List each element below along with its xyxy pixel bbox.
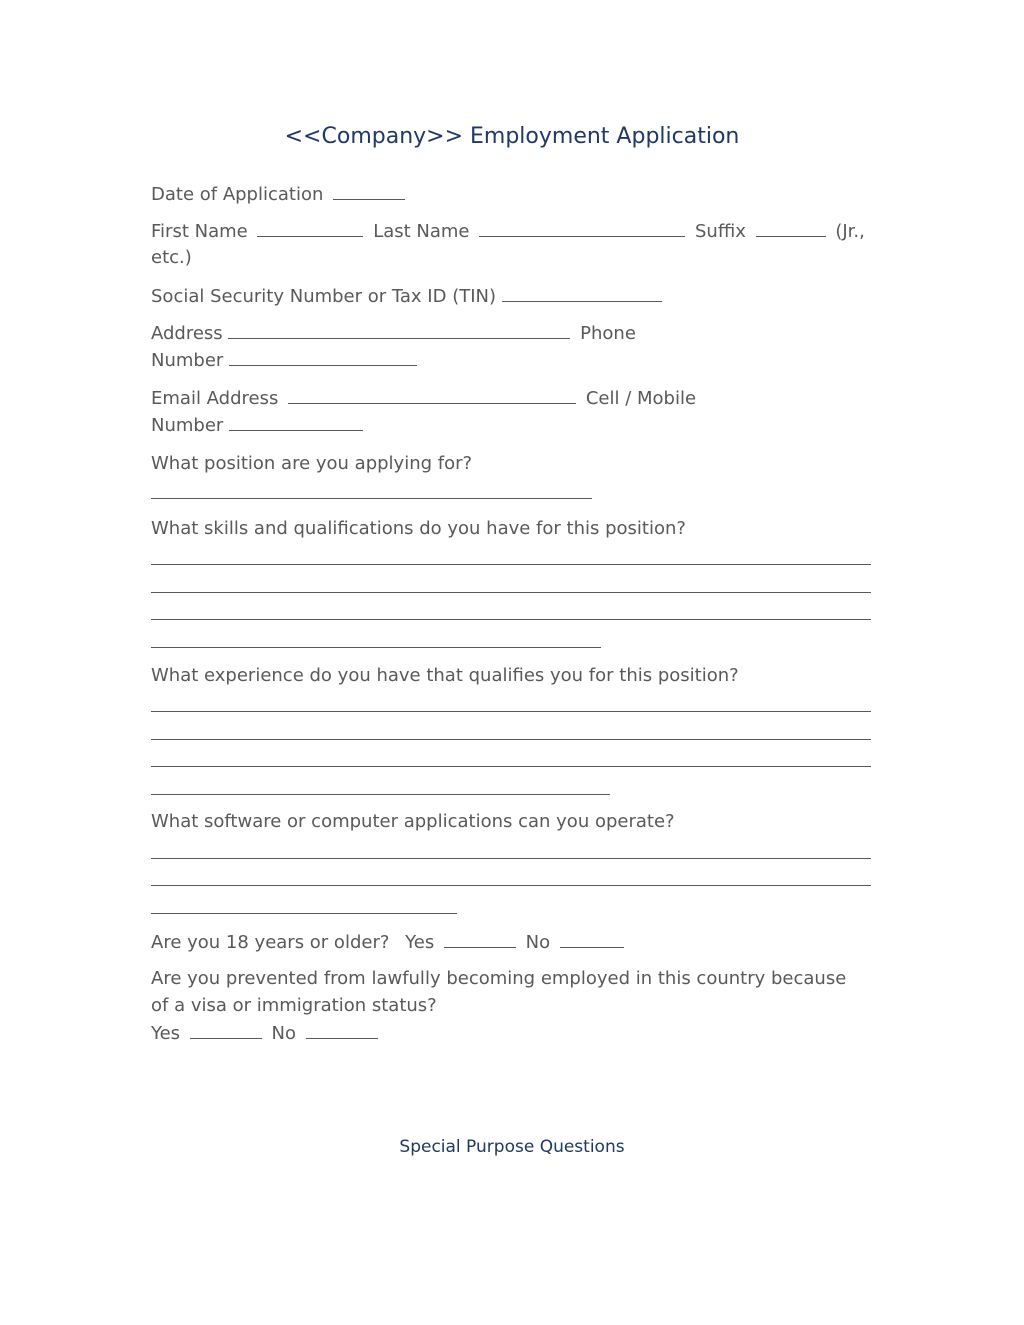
cell-label-continued: Number <box>151 415 224 436</box>
last-name-blank[interactable] <box>479 218 685 237</box>
ssn-label: Social Security Number or Tax ID (TIN) <box>151 286 497 307</box>
age-yes-label: Yes <box>405 932 435 953</box>
experience-answer-line[interactable] <box>151 739 871 740</box>
cell-row <box>151 412 363 439</box>
skills-answer-line[interactable] <box>151 564 871 565</box>
phone-label: Phone <box>580 323 636 344</box>
phone-blank[interactable] <box>229 347 417 366</box>
name-row <box>151 218 865 245</box>
first-name-blank[interactable] <box>257 218 363 237</box>
phone-row <box>151 347 417 374</box>
first-name-label: First Name <box>151 221 248 242</box>
date-of-application-blank[interactable] <box>333 181 405 200</box>
visa-no-label: No <box>271 1023 297 1044</box>
visa-no-blank[interactable] <box>306 1020 378 1039</box>
age-question: Are you 18 years or older? <box>151 932 390 953</box>
position-question: What position are you applying for? <box>151 453 473 474</box>
suffix-hint-continued: etc.) <box>151 247 192 268</box>
section-heading-special-purpose: Special Purpose Questions <box>399 1137 625 1157</box>
cell-label: Cell / Mobile <box>585 388 697 409</box>
software-answer-line[interactable] <box>151 913 457 914</box>
address-row <box>151 320 636 347</box>
skills-answer-line[interactable] <box>151 647 601 648</box>
age-no-blank[interactable] <box>560 929 624 948</box>
experience-answer-line[interactable] <box>151 766 871 767</box>
suffix-label: Suffix <box>694 221 746 242</box>
experience-answer-line[interactable] <box>151 711 871 712</box>
suffix-hint: (Jr., <box>835 221 865 242</box>
software-answer-line[interactable] <box>151 885 871 886</box>
email-row <box>151 385 696 412</box>
date-of-application-label: Date of Application <box>151 184 324 205</box>
date-of-application-row <box>151 181 405 208</box>
last-name-label: Last Name <box>373 221 470 242</box>
experience-answer-line[interactable] <box>151 794 610 795</box>
experience-question: What experience do you have that qualifies you for this position? <box>151 665 739 686</box>
visa-question-continued: of a visa or immigration status? <box>151 995 437 1016</box>
visa-yes-label: Yes <box>151 1023 181 1044</box>
suffix-blank[interactable] <box>756 218 826 237</box>
phone-label-continued: Number <box>151 350 224 371</box>
ssn-blank[interactable] <box>502 283 662 302</box>
email-blank[interactable] <box>288 385 576 404</box>
ssn-row <box>151 283 662 310</box>
software-question: What software or computer applications can you operate? <box>151 811 675 832</box>
address-label: Address <box>151 323 223 344</box>
skills-question: What skills and qualifications do you have for this position? <box>151 518 686 539</box>
visa-yes-blank[interactable] <box>190 1020 262 1039</box>
position-answer-line[interactable] <box>151 498 592 499</box>
age-no-label: No <box>525 932 551 953</box>
software-answer-line[interactable] <box>151 858 871 859</box>
visa-question: Are you prevented from lawfully becoming employed in this country because <box>151 968 847 989</box>
cell-blank[interactable] <box>229 412 363 431</box>
email-label: Email Address <box>151 388 279 409</box>
skills-answer-line[interactable] <box>151 619 871 620</box>
visa-answer-row <box>151 1020 378 1047</box>
age-row <box>151 929 624 956</box>
skills-answer-line[interactable] <box>151 592 871 593</box>
age-yes-blank[interactable] <box>444 929 516 948</box>
address-blank[interactable] <box>228 320 570 339</box>
page-title: <<Company>> Employment Application <box>284 124 740 149</box>
